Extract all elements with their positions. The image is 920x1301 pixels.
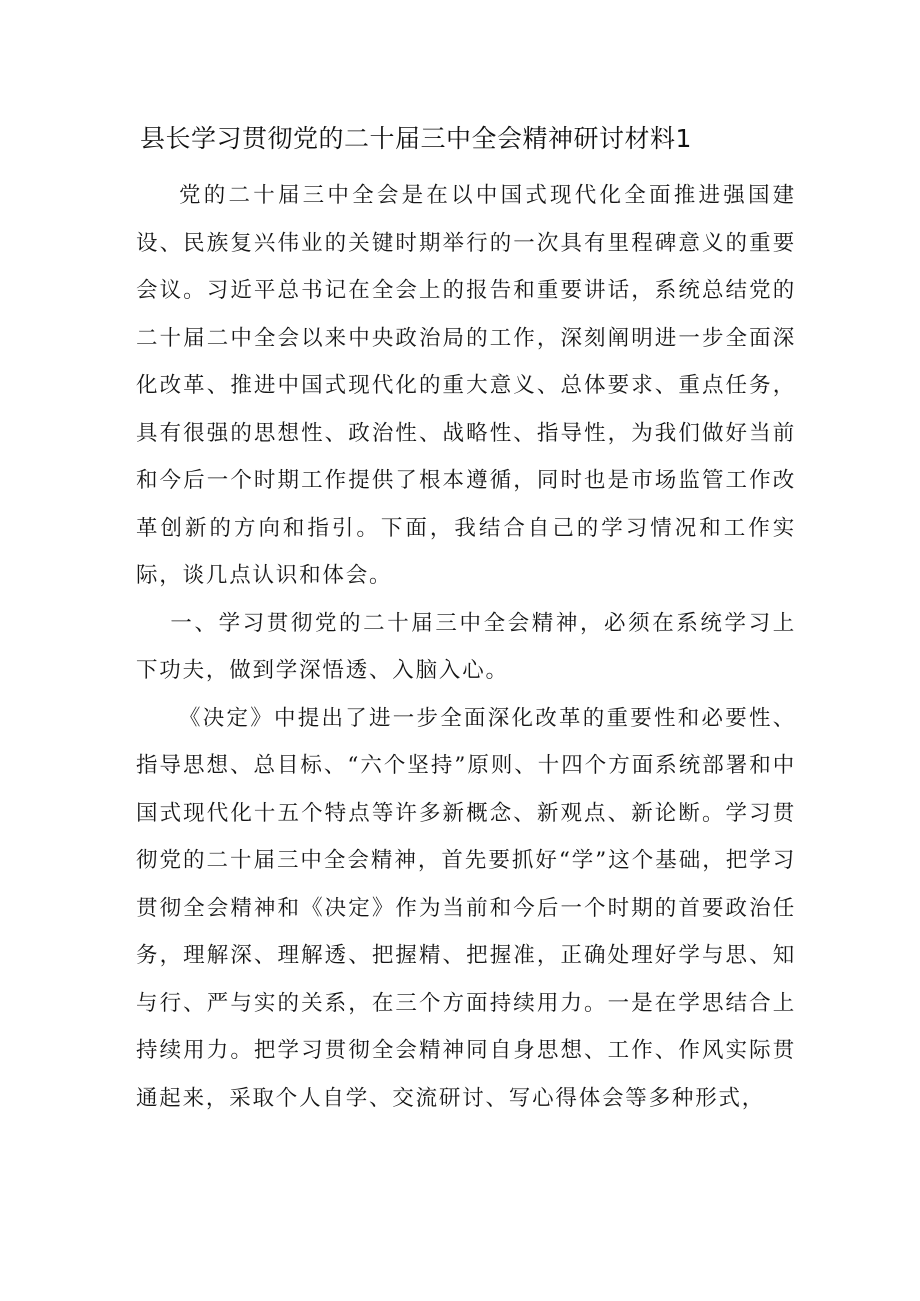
document-body <box>136 172 796 1122</box>
section-paragraph-1: 《决定》中提出了进一步全面深化改革的重要性和必要性、指导思想、总目标、“六个坚持”原则、十四个方面系统部署和中国式现代化十五个特点等许多新概念、新观点、新论断。学习贯彻党的二十届三中全会精神，首先要抓好“学”这个基础，把学习贯彻全会精神和《决定》作为当前和今后一个时期的首要政治任务，理解深、理解透、把握精、把握准，正确处理好学与思、知与行、严与实的关系，在三个方面持续用力。一是在学思结合上持续用力。把学习贯彻全会精神同自身思想、工作、作风实际贯通起来，采取个人自学、交流研讨、写心得体会等多种形式， <box>136 705 796 1111</box>
section-heading-1: 一、学习贯彻党的二十届三中全会精神，必须在系统学习上下功夫，做到学深悟透、入脑入心。 <box>136 610 796 683</box>
intro-paragraph: 党的二十届三中全会是在以中国式现代化全面推进强国建设、民族复兴伟业的关键时期举行的一次具有里程碑意义的重要会议。习近平总书记在全会上的报告和重要讲话，系统总结党的二十届二中全会以来中央政治局的工作，深刻阐明进一步全面深化改革、推进中国式现代化的重大意义、总体要求、重点任务，具有很强的思想性、政治性、战略性、指导性，为我们做好当前和今后一个时期工作提供了根本遵循，同时也是市场监管工作改革创新的方向和指引。下面，我结合自己的学习情况和工作实际，谈几点认识和体会。 <box>136 183 796 588</box>
document-title: 县长学习贯彻党的二十届三中全会精神研讨材料1 <box>140 124 692 153</box>
